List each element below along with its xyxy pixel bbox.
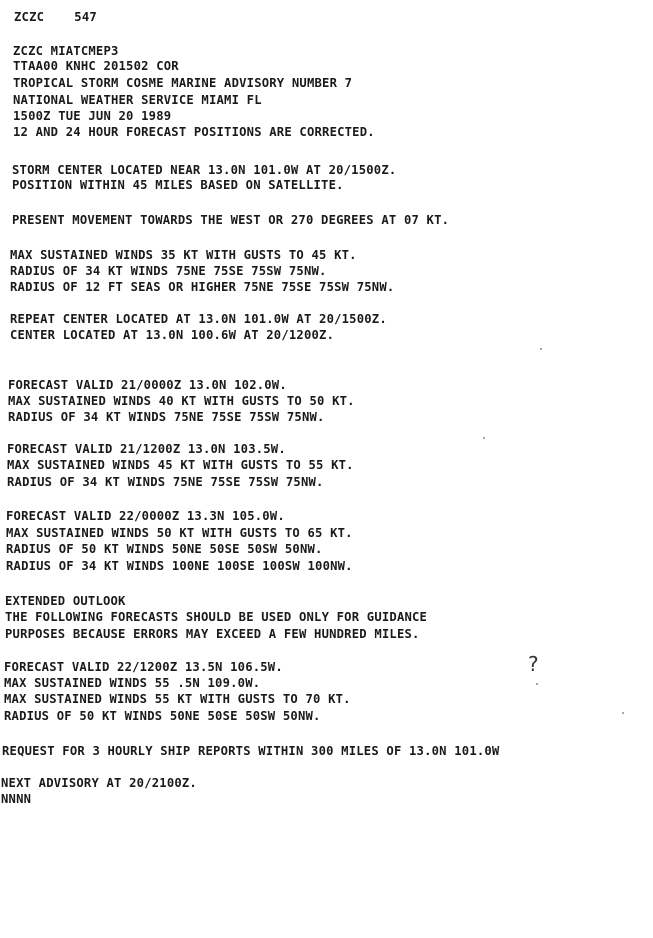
- forecast-garbled-line: MAX SUSTAINED WINDS 55 .5N 109.0W.: [4, 676, 261, 690]
- forecast-valid-line: FORECAST VALID 22/0000Z 13.3N 105.0W.: [6, 509, 285, 523]
- forecast-valid-line: FORECAST VALID 21/0000Z 13.0N 102.0W.: [8, 378, 287, 392]
- forecast-radius-50-line: RADIUS OF 50 KT WINDS 50NE 50SE 50SW 50NW.: [6, 542, 323, 556]
- forecast-radius-line: RADIUS OF 34 KT WINDS 75NE 75SE 75SW 75NW.: [8, 410, 325, 424]
- next-advisory-line: NEXT ADVISORY AT 20/2100Z.: [1, 776, 197, 790]
- repeat-center-line: REPEAT CENTER LOCATED AT 13.0N 101.0W AT 20/1500Z.: [10, 312, 387, 326]
- scan-speck: [540, 348, 542, 350]
- outlook-line: THE FOLLOWING FORECASTS SHOULD BE USED ONLY FOR GUIDANCE: [5, 610, 428, 624]
- advisory-title: TROPICAL STORM COSME MARINE ADVISORY NUMBER 7: [13, 76, 353, 90]
- forecast-radius-34-line: RADIUS OF 34 KT WINDS 100NE 100SE 100SW 100NW.: [6, 559, 353, 573]
- max-winds-line: MAX SUSTAINED WINDS 35 KT WITH GUSTS TO 45 KT.: [10, 248, 357, 262]
- issue-datetime: 1500Z TUE JUN 20 1989: [13, 109, 172, 123]
- ship-reports-request-line: REQUEST FOR 3 HOURLY SHIP REPORTS WITHIN 300 MILES OF 13.0N 101.0W: [2, 744, 500, 758]
- header-line: ZCZC 547: [14, 10, 97, 24]
- forecast-valid-line: FORECAST VALID 21/1200Z 13.0N 103.5W.: [7, 442, 286, 456]
- bulletin-id: ZCZC MIATCMEP3: [13, 44, 119, 58]
- forecast-winds-line: MAX SUSTAINED WINDS 45 KT WITH GUSTS TO 55 KT.: [7, 458, 354, 472]
- prior-center-line: CENTER LOCATED AT 13.0N 100.6W AT 20/1200Z.: [10, 328, 335, 342]
- forecast-valid-line: FORECAST VALID 22/1200Z 13.5N 106.5W.: [4, 660, 283, 674]
- wind-radius-line: RADIUS OF 34 KT WINDS 75NE 75SE 75SW 75NW.: [10, 264, 327, 278]
- outlook-line: PURPOSES BECAUSE ERRORS MAY EXCEED A FEW HUNDRED MILES.: [5, 627, 420, 641]
- forecast-winds-line: MAX SUSTAINED WINDS 50 KT WITH GUSTS TO 65 KT.: [6, 526, 353, 540]
- seas-radius-line: RADIUS OF 12 FT SEAS OR HIGHER 75NE 75SE 75SW 75NW.: [10, 280, 395, 294]
- forecast-radius-line: RADIUS OF 34 KT WINDS 75NE 75SE 75SW 75NW.: [7, 475, 324, 489]
- forecast-winds-line: MAX SUSTAINED WINDS 55 KT WITH GUSTS TO 70 KT.: [4, 692, 351, 706]
- storm-center-line: STORM CENTER LOCATED NEAR 13.0N 101.0W AT 20/1500Z.: [12, 163, 397, 177]
- forecast-radius-line: RADIUS OF 50 KT WINDS 50NE 50SE 50SW 50NW.: [4, 709, 321, 723]
- position-accuracy-line: POSITION WITHIN 45 MILES BASED ON SATELLITE.: [12, 178, 344, 192]
- scan-speck: [483, 437, 485, 439]
- extended-outlook-heading: EXTENDED OUTLOOK: [5, 594, 126, 608]
- issuing-office: NATIONAL WEATHER SERVICE MIAMI FL: [13, 93, 262, 107]
- end-marker: NNNN: [1, 792, 32, 806]
- scan-speck: [536, 683, 538, 685]
- scan-speck: [622, 712, 624, 714]
- handwritten-question-mark: ?: [528, 652, 539, 676]
- forecast-winds-line: MAX SUSTAINED WINDS 40 KT WITH GUSTS TO 50 KT.: [8, 394, 355, 408]
- correction-note: 12 AND 24 HOUR FORECAST POSITIONS ARE CORRECTED.: [13, 125, 375, 139]
- bulletin-wmo-header: TTAA00 KNHC 201502 COR: [13, 59, 179, 73]
- movement-line: PRESENT MOVEMENT TOWARDS THE WEST OR 270 DEGREES AT 07 KT.: [12, 213, 450, 227]
